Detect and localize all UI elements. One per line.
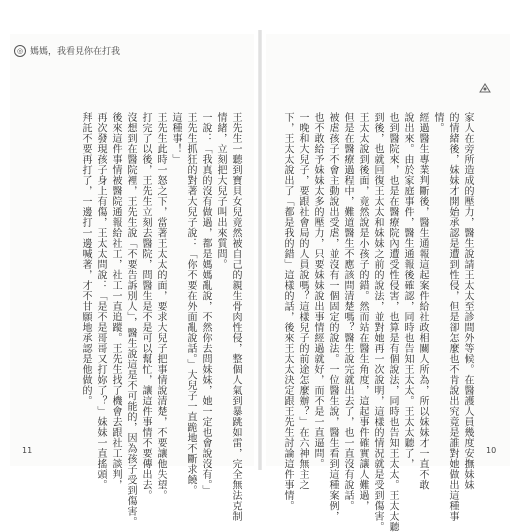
text-column: 也不敢給予妹妹太多的壓力，只要妹妹說出事情經過就好，而不是一直逼問。 xyxy=(312,112,323,469)
text-column: 王先生抓狂的對著大兒子說：「你不要在外面亂說話。」大兒子一直跪地不斷求饒。 xyxy=(185,112,196,496)
text-column: 被虐孩子不會主動說出受虐，並沒有一個固定的說法。一位醫生說，醫生看到這種案例， xyxy=(327,112,338,522)
text-column: 打完了以後，王先生立刻去醫院，問醫生是不是可以幫忙，讓這件事情不要傳出去。 xyxy=(140,112,151,501)
chapter-ornament-icon xyxy=(478,82,492,94)
text-column: 情緒，立刻把大兒子叫出來質問。 xyxy=(215,112,226,270)
text-column: 到後，也就回復王太太和妹妹之前的說法，並對她再一次說明，這樣的情況就是受到傷害。 xyxy=(372,112,383,532)
text-column: 後來這件事情被醫院通報給社工，社工一直追蹤。王先生找了機會去跟社工談判， xyxy=(110,112,121,490)
book-gutter xyxy=(258,30,262,470)
text-column: 王先生一聽到寶貝女兒竟然被自己的親生骨肉性侵，整個人氣到暴跳如雷，完全無法克制 xyxy=(230,112,241,522)
text-column: 王先生此時一怒之下，當著王太太的面，要求大兒子把事情說清楚，不要讓他失望。 xyxy=(155,112,166,501)
text-column: 經過醫生專業判斷後，醫生通報這起案件給社政相關人所為，所以妹妹才一直不敢 xyxy=(417,112,428,490)
text-column: 一晚和大兒子，要跟社會局的人員說嗎？這樣兒子的前途怎麼辦？」在六神無主之 xyxy=(297,112,308,490)
text-column: 再次發現孩子身上有傷，王太太問說：「是不是哥哥又打妳了？」妹妹一直搖頭。 xyxy=(95,112,106,490)
text-column: 下，王太太說出了「都是我的錯」這樣的話，後來王太太決定跟王先生討論這件事情。 xyxy=(282,112,293,511)
text-column: 這種事！」 xyxy=(170,112,181,165)
text-column: 但是在醫療過程中，難道醫生不應該問清楚嗎？醫生說完就出去了，也一直沒有說話。 xyxy=(342,112,353,511)
text-column: 拜託不要再打了，一邊打一邊喊著，才不甘願地承認是他做的。 xyxy=(80,112,91,406)
running-header-title: 媽媽，我看見你在打我 xyxy=(30,47,121,57)
page-number-right: 10 xyxy=(486,446,497,455)
chapter-icon: ◎ xyxy=(14,45,26,57)
text-column: 也到醫院來，也是在醫療院內遭受性侵害，也算是有個說法，同時也告知王太太。王太太聽 xyxy=(387,112,398,532)
text-column: 的情緒後，妹妹才開始承認是遭到性侵，但是卻怎麼也不肯說出究竟是誰對她做出這種事 xyxy=(447,112,458,522)
running-header xyxy=(14,44,120,57)
text-column: 一說：「我真的沒有做過，都是媽媽亂說，不然你去問妹妹，她一定也會說沒有。」 xyxy=(200,112,211,496)
text-column: 王太太說到後面，竟然說是小孩子的錯。然而站在醫生角度，這起事件確實讓人難過， xyxy=(357,112,368,511)
text-column: 情。 xyxy=(432,112,443,133)
page-number-left: 11 xyxy=(22,446,33,455)
text-column: 說出來。由於家庭事件，醫生通報後確認，同時也告知王太太。王太太聽了， xyxy=(402,112,413,469)
text-column: 家人在旁所造成的壓力，醫生說請王太太至診間外等候。在醫護人員幾度安撫妹妹 xyxy=(462,112,473,490)
text-column: 沒想到在醫院裡，王先生說「不要告訴別人」，醫生說這是不可能的，因為孩子受到傷害。 xyxy=(125,112,136,527)
